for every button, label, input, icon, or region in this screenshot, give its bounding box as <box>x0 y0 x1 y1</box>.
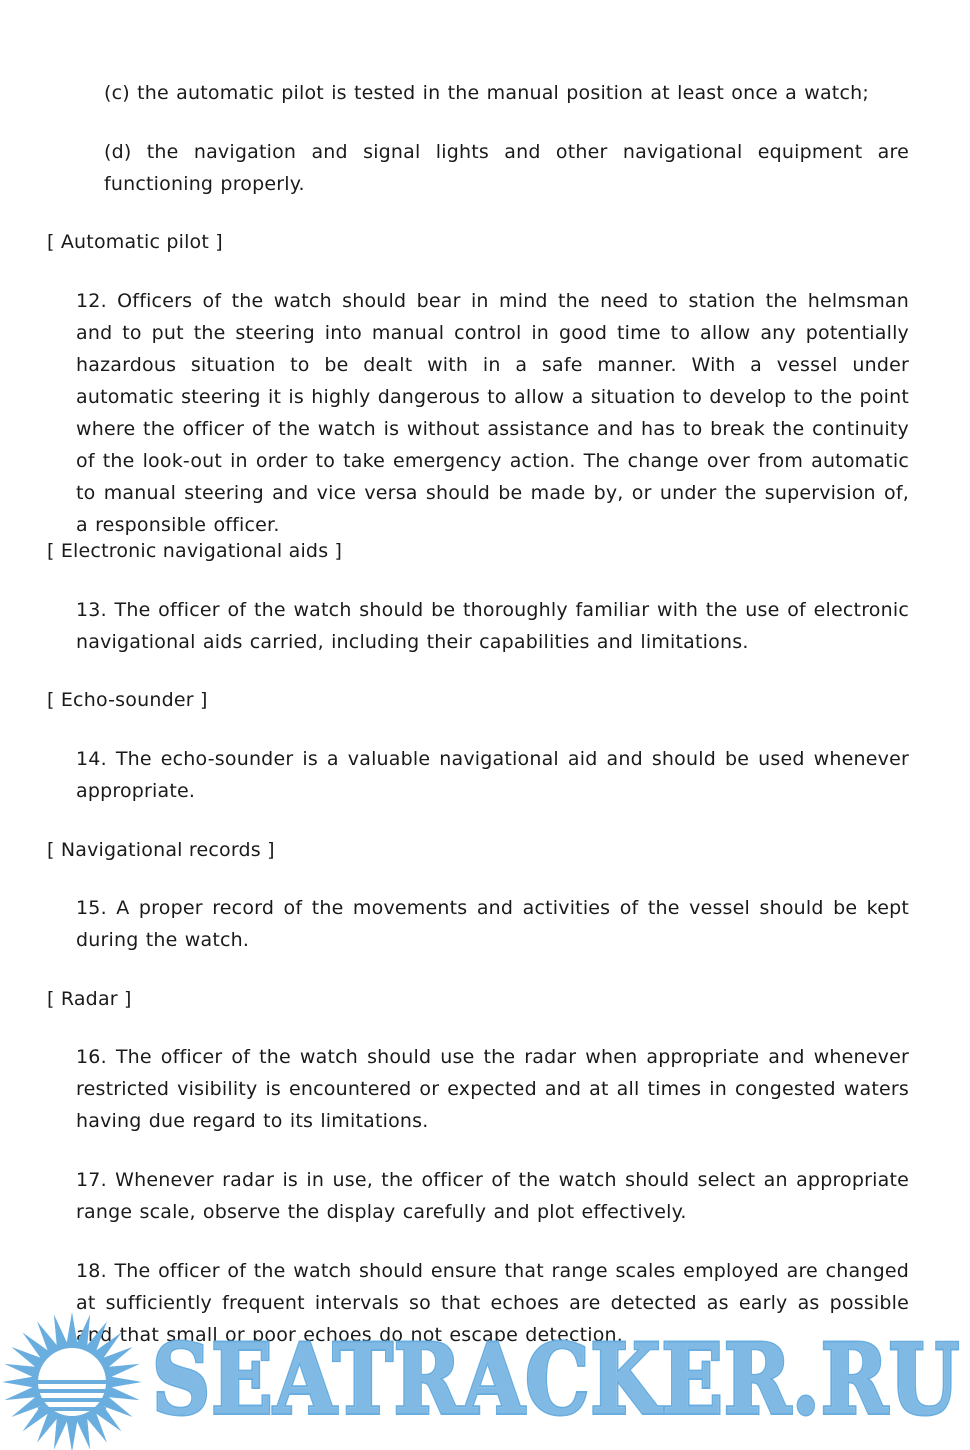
sun-burst-wave <box>38 1380 106 1384</box>
paragraph-12: 12. Officers of the watch should bear in mind the need to station the helmsman and to put the steering into manual control in good time to allow any potentially hazardous situation to be dealt with in a safe manner. With a vessel under automatic steering it is highly dangerous to allow a situation to develop to the point where the officer of the watch is without assistance and has to break the continuity of the look-out in order to take emergency action. The change over from automatic to manual steering and vice versa should be made by, or under the supervision of, a responsible officer. <box>76 290 909 536</box>
heading-radar: [ Radar ] <box>47 988 132 1010</box>
watermark-text-fill: SEATRACKER.RU <box>152 1323 960 1436</box>
heading-automatic-pilot: [ Automatic pilot ] <box>47 231 223 253</box>
paragraph-c: (c) the automatic pilot is tested in the manual position at least once a watch; <box>104 82 869 104</box>
paragraph-15: 15. A proper record of the movements and activities of the vessel should be kept during the watch. <box>76 897 909 951</box>
sun-burst-wave <box>38 1398 106 1402</box>
watermark-text: SEATRACKER.RU <box>152 1323 960 1436</box>
sun-burst-wave <box>38 1407 106 1411</box>
heading-navigational-records: [ Navigational records ] <box>47 839 275 861</box>
watermark <box>0 1300 970 1450</box>
sun-burst-wave <box>38 1389 106 1393</box>
paragraph-13: 13. The officer of the watch should be thoroughly familiar with the use of electronic navigational aids carried, including their capabilities and limitations. <box>76 599 909 653</box>
heading-electronic-navigational-aids: [ Electronic navigational aids ] <box>47 540 343 562</box>
sun-burst-icon <box>2 1312 142 1450</box>
paragraph-14: 14. The echo-sounder is a valuable navigational aid and should be used whenever appropriate. <box>76 748 909 802</box>
paragraph-16: 16. The officer of the watch should use the radar when appropriate and whenever restricted visibility is encountered or expected and at all times in congested waters having due regard to its limitations. <box>76 1046 909 1132</box>
paragraph-d: (d) the navigation and signal lights and other navigational equipment are functioning properly. <box>104 141 909 195</box>
heading-echo-sounder: [ Echo-sounder ] <box>47 689 208 711</box>
paragraph-18: 18. The officer of the watch should ensure that range scales employed are changed at sufficiently frequent intervals so that echoes are detected as early as possible and that small or poor echoes do not escape detection. <box>76 1260 909 1346</box>
paragraph-17: 17. Whenever radar is in use, the officer of the watch should select an appropriate range scale, observe the display carefully and plot effectively. <box>76 1169 909 1223</box>
